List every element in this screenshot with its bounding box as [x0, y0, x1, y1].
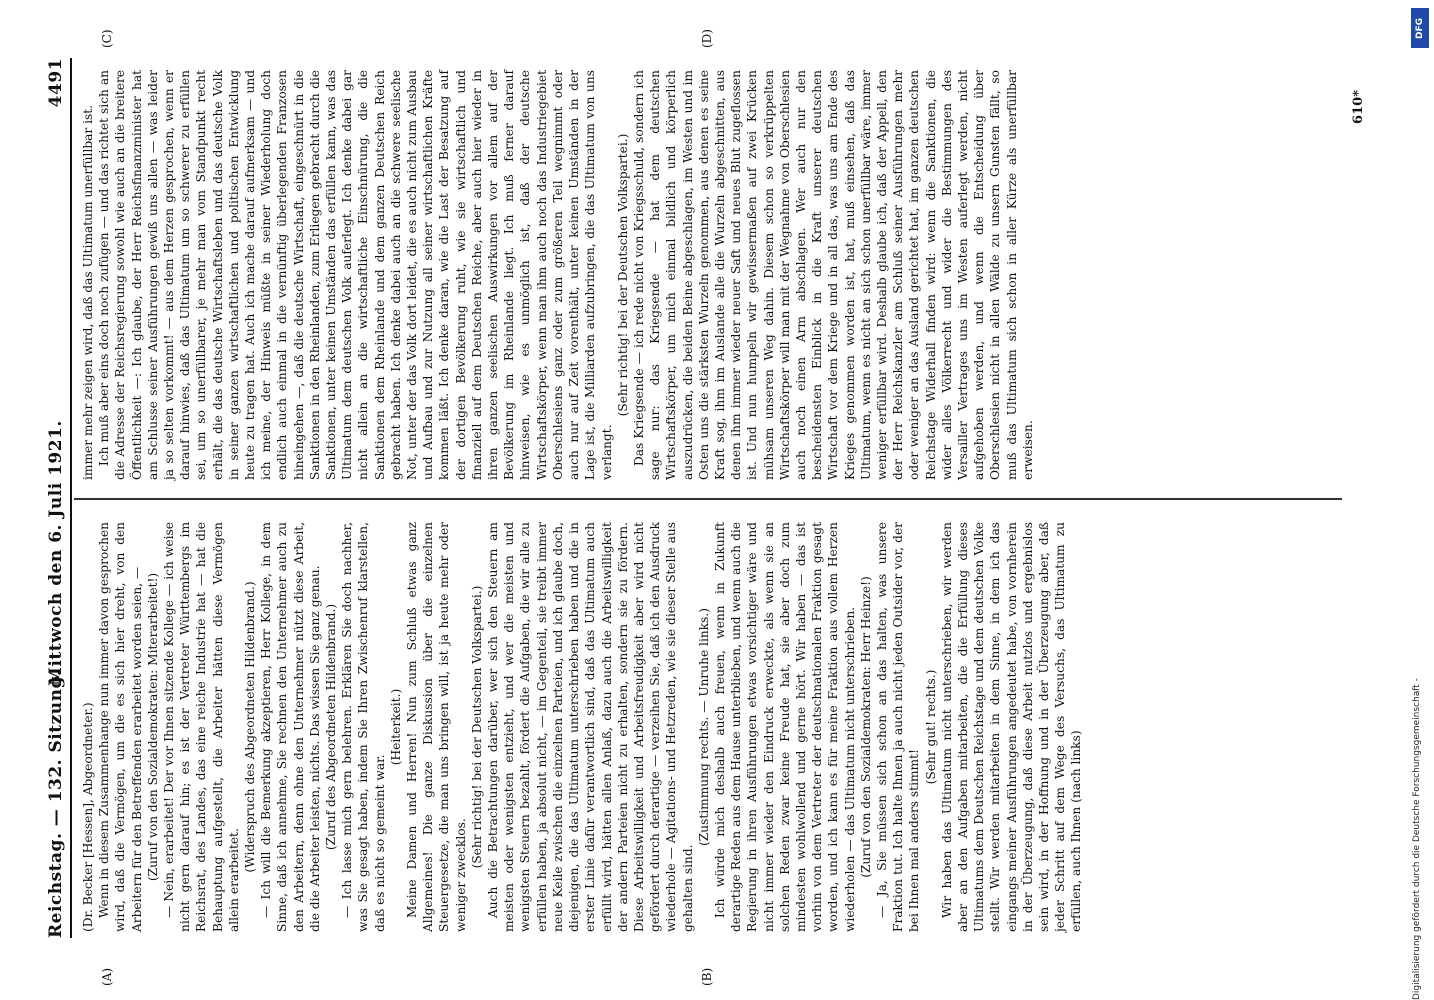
paragraph: — Ja, Sie müssen sich schon an das halten, was unsere Fraktion tut. Ich halte Ihnen ja auch nicht jeden Outsider vor, der bei Ihnen mal anders stimmt!	[874, 522, 922, 932]
paragraph: — Ich lasse mich gern belehren. Erklären Sie doch nachher, was Sie gesagt haben, indem Sie Ihren Zwischenruf klarstellen, daß es nicht so gemeint war.	[340, 522, 387, 932]
interjection: (Zustimmung rechts. — Unruhe links.)	[696, 608, 711, 846]
column-divider	[74, 499, 1342, 501]
header-date: Mittwoch den 6. Juli 1921.	[46, 420, 66, 686]
header-date-and-page	[46, 58, 66, 686]
header-session-title: Reichstag. — 132. Sitzung.	[46, 669, 66, 938]
digitization-note: Digitalisierung gefördert durch die Deutsche Forschungsgemeinschaft -	[1412, 678, 1422, 1000]
dfg-logo: DFG	[1411, 8, 1429, 48]
paragraph: — Nein, erarbeitet! Der vor Ihnen sitzende Kollege — ich weise nicht gern darauf hin; es ist der Vertreter Württembergs im Reichsrat, des Landes, das eine reiche Industrie hat — hat die Behauptung aufgestellt, die Arbeiter hätten diese Vermögen allein erarbeitet.	[162, 522, 241, 932]
interjection: (Widerspruch des Abgeordneten Hildenbrand.)	[243, 581, 258, 873]
paragraph: immer mehr zeigen wird, daß das Ultimatum unerfüllbar ist.	[81, 104, 95, 480]
page-number: 4491	[46, 58, 66, 108]
interjection: (Zuruf des Abgeordneten Hildenbrand.)	[324, 603, 339, 851]
paragraph: Meine Damen und Herren! Nun zum Schluß etwas ganz Allgemeines! Die ganze Diskussion über die einzelnen Steuergesetze, die man uns bringen will, ist ja heute mehr oder weniger zwecklos.	[405, 522, 468, 932]
page-header	[40, 58, 72, 938]
paragraph: Auch die Betrachtungen darüber, wer sich den Steuern am meisten oder wenigsten entzieht, und wer die meisten und wenigsten Steuern bezahlt, fördert die Aufgaben, die wir alle zu erfüllen haben, ja absolut nicht, — im Gegenteil, sie treibt immer neue Keile zwischen die einzelnen Parteien, und ich glaube doch, diejenigen, die das Ultimatum unterschrieben haben und die in erster Linie dafür verantwortlich sind, daß das Ultimatum auch erfüllt wird, hätten allen Anlaß, dazu auch die Arbeitswilligkeit der andern Parteien nicht zu erhalten, sondern sie zu fördern. Diese Arbeitswilligkeit und Arbeitsfreudigkeit aber wird nicht gefördert durch derartige — verzeihen Sie, daß ich den Ausdruck wiederhole — Agitations- und Hetzreden, wie sie dieser Stelle aus gehalten sind.	[486, 522, 695, 932]
margin-marker-a: (A)	[100, 967, 114, 986]
speaker-line: (Dr. Becker [Hessen], Abgeordneter.)	[81, 702, 95, 932]
interjection: (Zuruf von den Sozialdemokraten: Herr Heinze!)	[858, 576, 873, 878]
margin-marker-d: (D)	[700, 29, 714, 48]
paragraph: Das Kriegsende — ich rede nicht von Kriegsschuld, sondern ich sage nur: das Kriegsende — hat dem deutschen Wirtschaftskörper, um mich einmal bildlich und körperlich auszudrücken, die beiden Beine abgeschlagen, im Westen und im Osten uns die stärksten Wurzeln genommen, aus denen es seine Kraft sog, ihm im Auslande alle die Wurzeln abgeschnitten, aus denen ihm immer wieder neuer Saft und neues Blut zugeflossen ist. Und nun humpeln wir gewissermaßen auf zwei Krücken mühsam unseren Weg dahin. Diesem schon so verkrüppelten Wirtschaftskörper will man mit der Wegnahme von Oberschlesien auch noch einen Arm abschlagen. Wer auch nur den bescheidensten Einblick in die Kraft unserer deutschen Wirtschaft vor dem Kriege und in all das, was uns am Ende des Krieges genommen worden ist, hat, muß einsehen, daß das Ultimatum, wenn es nicht an sich schon unerfüllbar wäre, immer weniger erfüllbar wird. Deshalb glaube ich, daß der Appell, den der Herr Reichskanzler am Schluß seiner Ausführungen mehr oder weniger an das Ausland gerichtet hat, im ganzen deutschen Reichstage Widerhall finden wird: wenn die Sanktionen, die wider alles Völkerrecht und wider die Bestimmungen des Versailler Vertrages uns im Westen auferlegt werden, nicht aufgehoben werden, und wenn die Entscheidung über Oberschlesien nicht in allen Wälde zu unsern Gunsten fällt, so muß das Ultimatum sich schon in aller Kürze als unerfüllbar erweisen.	[631, 70, 1035, 480]
paragraph: Ich muß aber eins doch noch zufügen — und das richtet sich an die Adresse der Reichsregierung sowohl wie auch an die breitere Öffentlichkeit —: Ich glaube, der Herr Reichsfinanzminister hat am Schlusse seiner Ausführungen gewiß uns allen — was leider ja so selten vorkommt! — aus dem Herzen gesprochen, wenn er darauf hinwies, daß das Ultimatum um so schwerer zu erfüllen sei, um so unerfüllbarer, je mehr man vom Standpunkt recht erhält, die das deutsche Wirtschaftsleben und das deutsche Volk in seiner ganzen wirtschaftlichen und politischen Entwicklung heute zu tragen hat. Auch ich mache darauf aufmerksam — und ich meine, der Hinweis müßte in seiner Wiederholung doch endlich auch einmal in die vernünftig überlegenden Franzosen hineingehen —, daß die deutsche Wirtschaft, eingeschnürt in die Sanktionen in den Rheinlanden, zum Erliegen gebracht durch die Sanktionen, unter keinen Umständen das erfüllen kann, was das Ultimatum dem deutschen Volk auferlegt. Ich denke dabei gar nicht allein an die wirtschaftliche Einschnürung, die die Sanktionen dem Rheinlande und dem ganzen Deutschen Reich gebracht haben. Ich denke dabei auch an die schwere seelische Not, unter der das Volk dort leidet, die es auch nicht zum Ausbau und Aufbau und zur Nutzung all seiner wirtschaftlichen Kräfte kommen läßt. Ich denke daran, wie die Last der Besatzung auf der dortigen Bevölkerung ruht, wie sie wirtschaftlich und finanziell auf dem Deutschen Reiche, aber auch hier wieder in ihren ganzen seelischen Auswirkungen vor allem auf der Bevölkerung im Rheinlande liegt. Ich muß ferner darauf hinweisen, wie es unmöglich ist, daß der deutsche Wirtschaftskörper, wenn man ihm auch noch das Industriegebiet Oberschlesiens ganz oder zum größeren Teil wegnimmt oder auch nur auf Zeit vorenthält, unter keinen Umständen in der Lage ist, die Milliarden aufzubringen, die das Ultimatum von uns verlangt.	[97, 70, 614, 480]
interjection: (Zuruf von den Sozialdemokraten: Miterarbeitet!)	[145, 572, 160, 882]
interjection: (Heiterkeit.)	[388, 688, 403, 766]
signature-mark: 610*	[1351, 90, 1366, 124]
paragraph: Ich würde mich deshalb auch freuen, wenn in Zukunft derartige Reden aus dem Hause unterblieben, und wenn auch die Regierung in ihren Ausführungen etwas vorsichtiger wäre und nicht immer wieder den Eindruck erweckte, als wenn sie an solchen Reden zwar keine Freude hat, sie aber doch zum mindesten wohlwollend und gerne hört. Wir haben — das ist vorhin von dem Vertreter der deutschnationalen Fraktion gesagt worden, und ich kann es für meine Fraktion aus vollem Herzen wiederholen — das Ultimatum nicht unterschrieben.	[712, 522, 857, 932]
interjection: (Sehr gut! rechts.)	[923, 669, 938, 785]
margin-marker-c: (C)	[100, 29, 114, 48]
margin-marker-b: (B)	[700, 967, 714, 986]
right-column	[80, 70, 1036, 480]
interjection: (Sehr richtig! bei der Deutschen Volkspartei.)	[615, 133, 630, 417]
paragraph: Wenn in diesem Zusammenhange nun immer davon gesprochen wird, daß die Vermögen, um die es sich hier dreht, von den Arbeitern für den Betreffenden erarbeitet worden seien, —	[97, 522, 144, 932]
paragraph: — Ich will die Bemerkung akzeptieren, Herr Kollege, in dem Sinne, daß ich annehme, Sie rechnen den Unternehmer auch zu den Arbeitern, denn ohne den Unternehmer nützt diese Arbeit, die die Arbeiter leisten, nichts. Das wissen Sie ganz genau.	[259, 522, 322, 932]
interjection: (Sehr richtig! bei der Deutschen Volkspartei.)	[469, 585, 484, 869]
left-column	[80, 522, 1085, 932]
paragraph: Wir haben das Ultimatum nicht unterschrieben, wir werden aber an den Aufgaben mitarbeiten, die die Erfüllung dieses Ultimatums dem Deutschen Reichstage und dem deutschen Volke stellt. Wir werden mitarbeiten in dem Sinne, in dem ich das eingangs meiner Ausführungen angedeutet habe, von vornherein in der Überzeugung, daß diese Arbeit nutzlos und ergebnislos sein wird, in der Hoffnung und in der Überzeugung aber, daß jeder Schritt auf dem Wege des Versuchs, das Ultimatum zu erfüllen, auch Ihnen (nach links)	[939, 522, 1084, 932]
